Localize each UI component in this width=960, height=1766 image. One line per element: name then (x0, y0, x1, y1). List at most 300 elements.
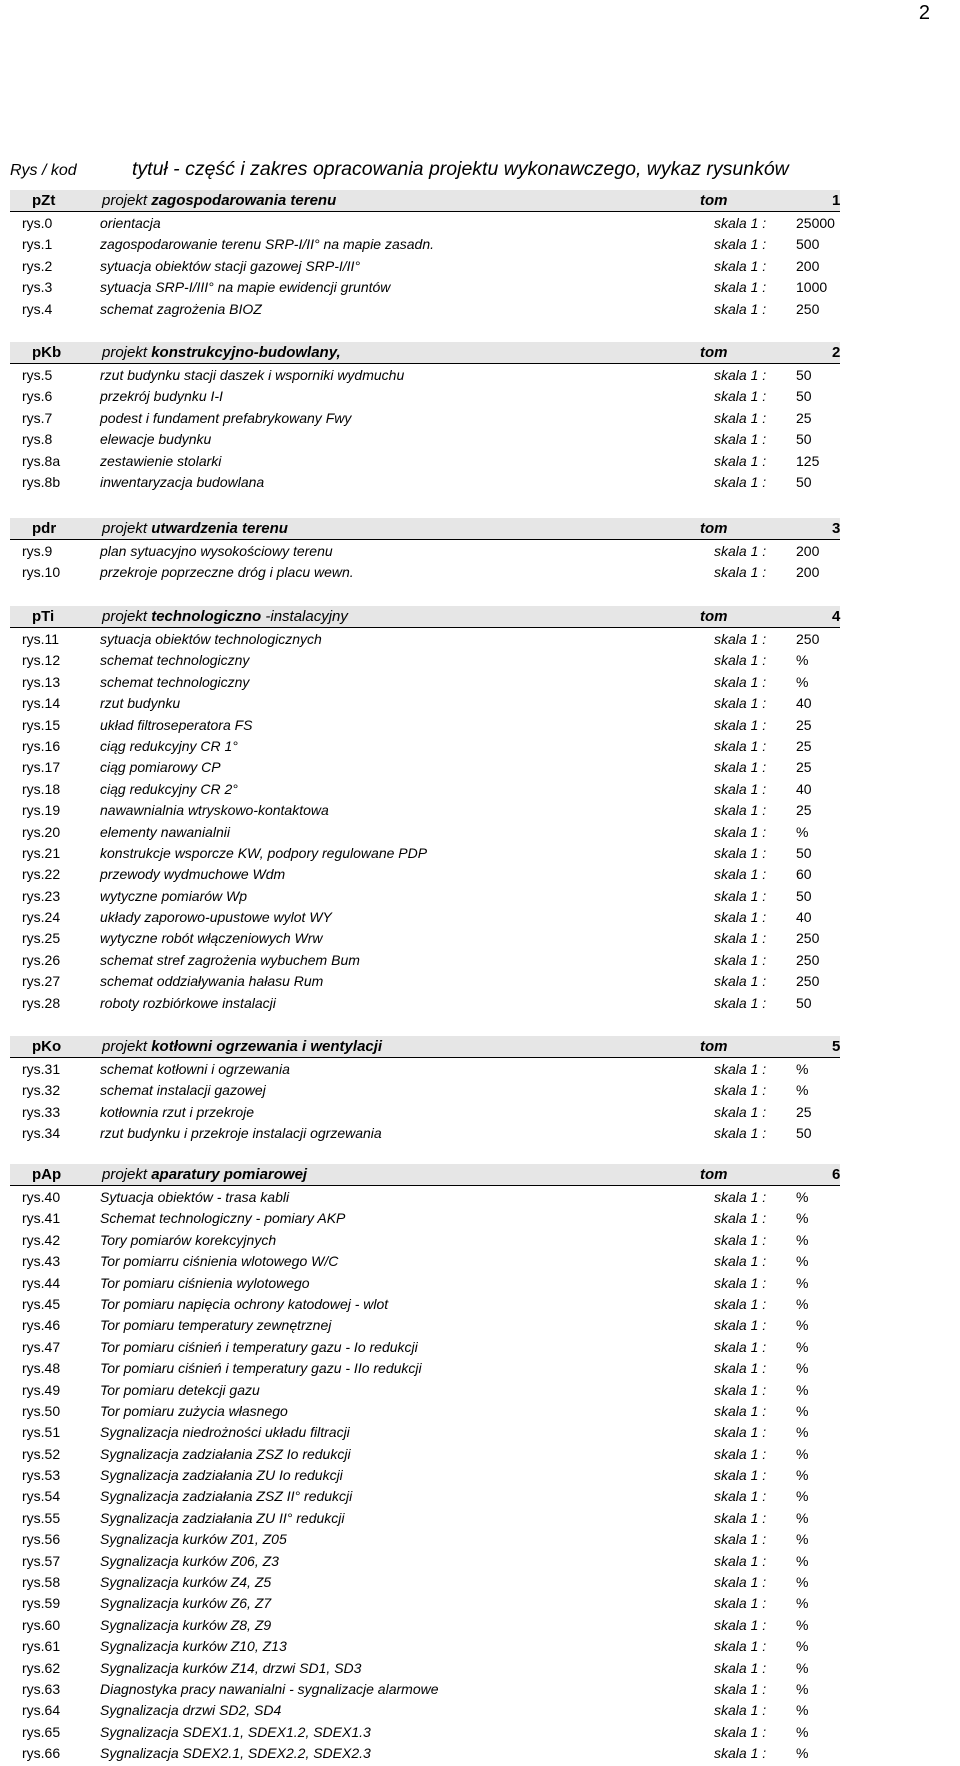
drawing-code: rys.6 (22, 388, 53, 405)
drawing-title: Sygnalizacja zadziałania ZU II° redukcji (100, 1509, 345, 1526)
section-code: pZt (32, 192, 56, 209)
scale-value: 250 (796, 631, 820, 647)
scale-label: skala 1 : (714, 802, 767, 819)
scale-label: skala 1 : (714, 844, 767, 861)
scale-label: skala 1 : (714, 1402, 767, 1419)
table-row (10, 927, 840, 948)
project-prefix: projekt (102, 192, 148, 209)
drawing-code: rys.8 (22, 431, 53, 448)
drawing-title: Tor pomiaru ciśnienia wylotowego (100, 1274, 310, 1291)
table-row (10, 649, 840, 670)
scale-label: skala 1 : (714, 1424, 767, 1441)
table-row (10, 1079, 840, 1100)
section-project (102, 344, 341, 361)
scale-value: 250 (796, 930, 820, 947)
drawing-title: Diagnostyka pracy nawanialni - sygnalizacje alarmowe (100, 1680, 439, 1697)
scale-value: 50 (796, 1125, 812, 1142)
drawing-title: rzut budynku i przekroje instalacji ogrzewania (100, 1125, 382, 1142)
drawing-code: rys.26 (22, 951, 61, 968)
scale-value: 40 (796, 909, 812, 926)
drawing-code: rys.24 (22, 909, 61, 926)
drawing-title: ciąg redukcyjny CR 2° (100, 780, 238, 797)
table-row (10, 992, 840, 1013)
scale-value: % (796, 1210, 809, 1227)
drawing-code: rys.55 (22, 1509, 61, 1526)
scale-value: % (796, 652, 809, 669)
drawing-code: rys.7 (22, 409, 53, 426)
drawing-code: rys.43 (22, 1253, 61, 1270)
drawing-code: rys.54 (22, 1488, 61, 1505)
section-code: pKo (32, 1038, 62, 1055)
drawing-code: rys.16 (22, 737, 61, 754)
drawing-title: przekroje poprzeczne dróg i placu wewn. (100, 564, 354, 581)
scale-value: 25000 (796, 215, 835, 231)
table-row (10, 628, 840, 649)
scale-value: 200 (796, 564, 820, 581)
table-row (10, 1122, 840, 1143)
section-pko (10, 1036, 840, 1144)
drawing-title: Sygnalizacja niedrożności układu filtracji (100, 1424, 350, 1441)
table-row (10, 1550, 840, 1571)
drawing-code: rys.21 (22, 844, 61, 861)
scale-label: skala 1 : (714, 279, 767, 296)
section-pkb (10, 342, 840, 492)
scale-label: skala 1 : (714, 951, 767, 968)
drawing-code: rys.52 (22, 1445, 61, 1462)
tom-label: tom (700, 520, 728, 537)
scale-label: skala 1 : (714, 887, 767, 904)
scale-label: skala 1 : (714, 1061, 767, 1077)
tom-label: tom (700, 344, 728, 361)
drawing-code: rys.10 (22, 564, 61, 581)
table-row (10, 1678, 840, 1699)
drawing-code: rys.50 (22, 1402, 61, 1419)
table-row (10, 298, 840, 319)
scale-value: % (796, 1253, 809, 1270)
drawing-code: rys.57 (22, 1552, 61, 1569)
drawing-title: Sygnalizacja zadziałania ZSZ II° redukcji (100, 1488, 353, 1505)
tom-label: tom (700, 192, 728, 209)
scale-label: skala 1 : (714, 1595, 767, 1612)
scale-value: 125 (796, 452, 820, 469)
drawing-title: schemat kotłowni i ogrzewania (100, 1061, 290, 1077)
scale-value: % (796, 1274, 809, 1291)
table-row (10, 799, 840, 820)
drawing-title: konstrukcje wsporcze KW, podpory regulowane PDP (100, 844, 428, 861)
drawing-code: rys.4 (22, 300, 53, 317)
scale-value: % (796, 1745, 809, 1762)
document-title: tytuł - część i zakres opracowania projektu wykonawczego, wykaz rysunków (132, 158, 789, 180)
scale-label: skala 1 : (714, 780, 767, 797)
scale-label: skala 1 : (714, 1467, 767, 1484)
scale-label: skala 1 : (714, 1189, 767, 1205)
scale-label: skala 1 : (714, 1445, 767, 1462)
table-row (10, 885, 840, 906)
drawing-title: układy zaporowo-upustowe wylot WY (100, 909, 332, 926)
drawing-code: rys.11 (22, 631, 60, 647)
drawing-title: schemat oddziaływania hałasu Rum (100, 973, 324, 990)
scale-value: % (796, 1723, 809, 1740)
drawing-code: rys.58 (22, 1574, 61, 1591)
scale-label: skala 1 : (714, 1509, 767, 1526)
drawing-code: rys.41 (22, 1210, 61, 1227)
table-row (10, 863, 840, 884)
drawing-title: ciąg redukcyjny CR 1° (100, 737, 238, 754)
scale-label: skala 1 : (714, 1360, 767, 1377)
scale-label: skala 1 : (714, 452, 767, 469)
section-project (102, 192, 336, 209)
drawing-code: rys.19 (22, 802, 61, 819)
table-row (10, 949, 840, 970)
scale-value: % (796, 1424, 809, 1441)
section-project (102, 1166, 307, 1183)
drawing-code: rys.34 (22, 1125, 61, 1142)
drawing-title: kotłownia rzut i przekroje (100, 1103, 255, 1120)
section-pap (10, 1164, 840, 1764)
code-column-label: Rys / kod (10, 162, 77, 179)
drawing-code: rys.5 (22, 367, 53, 383)
scale-label: skala 1 : (714, 1531, 767, 1548)
scale-value: % (796, 1381, 809, 1398)
drawing-title: Sygnalizacja kurków Z14, drzwi SD1, SD3 (100, 1659, 362, 1676)
scale-label: skala 1 : (714, 994, 767, 1011)
scale-value: 25 (796, 716, 812, 733)
scale-value: % (796, 1061, 809, 1077)
drawing-title: wytyczne robót włączeniowych Wrw (100, 930, 323, 947)
drawing-title: Tor pomiaru ciśnień i temperatury gazu - IIo redukcji (100, 1360, 422, 1377)
scale-label: skala 1 : (714, 1274, 767, 1291)
scale-value: 40 (796, 695, 812, 712)
project-name: utwardzenia terenu (151, 520, 288, 537)
scale-value: % (796, 1082, 809, 1099)
section-project (102, 520, 288, 537)
project-suffix: -instalacyjny (265, 608, 348, 625)
tom-number: 1 (832, 192, 841, 209)
table-row (10, 1186, 840, 1207)
table-row (10, 1592, 840, 1613)
table-row (10, 1657, 840, 1678)
drawing-code: rys.46 (22, 1317, 61, 1334)
project-prefix: projekt (102, 608, 148, 625)
table-row (10, 1272, 840, 1293)
table-row (10, 1250, 840, 1271)
drawing-code: rys.15 (22, 716, 61, 733)
scale-label: skala 1 : (714, 695, 767, 712)
drawing-title: zagospodarowanie terenu SRP-I/II° na mapie zasadn. (100, 236, 435, 253)
table-row (10, 1400, 840, 1421)
table-row (10, 970, 840, 991)
scale-label: skala 1 : (714, 1253, 767, 1270)
scale-label: skala 1 : (714, 1723, 767, 1740)
drawing-title: Tor pomiaru ciśnień i temperatury gazu - Io redukcji (100, 1338, 418, 1355)
table-row (10, 1443, 840, 1464)
scale-value: 25 (796, 737, 812, 754)
table-row (10, 1293, 840, 1314)
table-row (10, 276, 840, 297)
table-row (10, 1485, 840, 1506)
drawing-title: schemat zagrożenia BIOZ (100, 300, 262, 317)
project-prefix: projekt (102, 1038, 148, 1055)
drawing-code: rys.51 (22, 1424, 61, 1441)
scale-label: skala 1 : (714, 300, 767, 317)
scale-value: 25 (796, 759, 812, 776)
scale-value: 40 (796, 780, 812, 797)
drawing-title: Sygnalizacja kurków Z10, Z13 (100, 1638, 287, 1655)
scale-label: skala 1 : (714, 1317, 767, 1334)
table-row (10, 233, 840, 254)
scale-label: skala 1 : (714, 1638, 767, 1655)
drawing-title: Tor pomiarru ciśnienia wlotowego W/C (100, 1253, 339, 1270)
table-row (10, 1614, 840, 1635)
scale-label: skala 1 : (714, 1680, 767, 1697)
scale-value: % (796, 1680, 809, 1697)
drawing-title: Tor pomiaru temperatury zewnętrznej (100, 1317, 332, 1334)
drawing-title: Sygnalizacja drzwi SD2, SD4 (100, 1702, 282, 1719)
table-row (10, 1571, 840, 1592)
scale-value: % (796, 1189, 809, 1205)
scale-value: % (796, 1574, 809, 1591)
table-row (10, 692, 840, 713)
scale-label: skala 1 : (714, 473, 767, 490)
drawing-title: przewody wydmuchowe Wdm (100, 866, 286, 883)
scale-value: % (796, 1360, 809, 1377)
scale-label: skala 1 : (714, 737, 767, 754)
project-name: technologiczno (151, 608, 262, 625)
table-row (10, 821, 840, 842)
drawing-title: ciąg pomiarowy CP (100, 759, 221, 776)
drawing-title: schemat stref zagrożenia wybuchem Bum (100, 951, 360, 968)
table-row (10, 428, 840, 449)
drawing-title: zestawienie stolarki (100, 452, 222, 469)
drawing-title: Schemat technologiczny - pomiary AKP (100, 1210, 346, 1227)
drawing-title: schemat technologiczny (100, 673, 250, 690)
drawing-code: rys.20 (22, 823, 61, 840)
drawing-code: rys.3 (22, 279, 53, 296)
scale-label: skala 1 : (714, 543, 767, 559)
scale-value: % (796, 1702, 809, 1719)
scale-value: 250 (796, 300, 820, 317)
table-row (10, 714, 840, 735)
table-row (10, 1464, 840, 1485)
tom-label: tom (700, 608, 728, 625)
section-project (102, 608, 348, 625)
drawing-title: Sygnalizacja kurków Z4, Z5 (100, 1574, 272, 1591)
scale-label: skala 1 : (714, 1125, 767, 1142)
drawing-code: rys.44 (22, 1274, 61, 1291)
scale-value: % (796, 1509, 809, 1526)
section-header (10, 1036, 840, 1058)
scale-value: 25 (796, 1103, 812, 1120)
table-row (10, 561, 840, 582)
drawing-title: rzut budynku stacji daszek i wsporniki wydmuchu (100, 367, 405, 383)
drawing-code: rys.53 (22, 1467, 61, 1484)
scale-value: % (796, 1638, 809, 1655)
scale-value: 50 (796, 431, 812, 448)
table-row (10, 1336, 840, 1357)
table-row (10, 756, 840, 777)
drawing-code: rys.56 (22, 1531, 61, 1548)
drawing-code: rys.48 (22, 1360, 61, 1377)
drawing-code: rys.47 (22, 1338, 61, 1355)
project-name: aparatury pomiarowej (151, 1166, 308, 1183)
drawing-code: rys.17 (22, 759, 61, 776)
scale-label: skala 1 : (714, 1381, 767, 1398)
section-project (102, 1038, 382, 1055)
scale-value: % (796, 1445, 809, 1462)
drawing-code: rys.0 (22, 215, 53, 231)
drawing-code: rys.23 (22, 887, 61, 904)
drawing-code: rys.45 (22, 1295, 61, 1312)
section-header (10, 518, 840, 540)
scale-value: 50 (796, 473, 812, 490)
table-row (10, 255, 840, 276)
table-row (10, 1207, 840, 1228)
document-header (10, 158, 840, 184)
table-row (10, 1742, 840, 1763)
scale-value: % (796, 1295, 809, 1312)
table-row (10, 1058, 840, 1079)
scale-value: % (796, 1595, 809, 1612)
drawing-title: rzut budynku (100, 695, 181, 712)
drawing-title: plan sytuacyjno wysokościowy terenu (100, 543, 333, 559)
scale-label: skala 1 : (714, 215, 767, 231)
scale-value: 50 (796, 388, 812, 405)
drawing-title: podest i fundament prefabrykowany Fwy (100, 409, 352, 426)
drawing-code: rys.31 (22, 1061, 61, 1077)
scale-value: 50 (796, 887, 812, 904)
tom-number: 4 (832, 608, 841, 625)
table-row (10, 471, 840, 492)
scale-label: skala 1 : (714, 930, 767, 947)
drawing-title: układ filtroseperatora FS (100, 716, 253, 733)
drawing-title: nawawnialnia wtryskowo-kontaktowa (100, 802, 329, 819)
drawing-title: elewacje budynku (100, 431, 212, 448)
drawing-title: Sygnalizacja kurków Z8, Z9 (100, 1616, 272, 1633)
drawing-title: Sygnalizacja kurków Z01, Z05 (100, 1531, 287, 1548)
scale-label: skala 1 : (714, 673, 767, 690)
table-row (10, 364, 840, 385)
scale-value: % (796, 1488, 809, 1505)
section-code: pKb (32, 344, 62, 361)
table-row (10, 906, 840, 927)
scale-label: skala 1 : (714, 1552, 767, 1569)
scale-value: % (796, 673, 809, 690)
table-row (10, 1229, 840, 1250)
drawing-title: elementy nawanialnii (100, 823, 230, 840)
drawing-code: rys.1 (22, 236, 53, 253)
scale-value: % (796, 1338, 809, 1355)
drawing-code: rys.42 (22, 1231, 61, 1248)
table-row (10, 1379, 840, 1400)
scale-label: skala 1 : (714, 866, 767, 883)
scale-label: skala 1 : (714, 409, 767, 426)
project-name: kotłowni ogrzewania i wentylacji (151, 1038, 383, 1055)
drawing-code: rys.60 (22, 1616, 61, 1633)
drawing-code: rys.49 (22, 1381, 61, 1398)
section-code: pdr (32, 520, 57, 537)
scale-value: % (796, 1659, 809, 1676)
drawing-title: sytuacja SRP-I/III° na mapie ewidencji gruntów (100, 279, 391, 296)
drawing-code: rys.59 (22, 1595, 61, 1612)
tom-number: 2 (832, 344, 841, 361)
drawing-code: rys.61 (22, 1638, 61, 1655)
scale-label: skala 1 : (714, 1210, 767, 1227)
drawing-code: rys.33 (22, 1103, 61, 1120)
project-prefix: projekt (102, 1166, 148, 1183)
scale-value: 200 (796, 543, 820, 559)
scale-value: % (796, 1231, 809, 1248)
drawing-code: rys.28 (22, 994, 61, 1011)
scale-value: 500 (796, 236, 820, 253)
drawing-title: Sygnalizacja zadziałania ZU Io redukcji (100, 1467, 343, 1484)
drawing-code: rys.66 (22, 1745, 61, 1762)
drawing-title: orientacja (100, 215, 161, 231)
tom-number: 6 (832, 1166, 841, 1183)
drawing-code: rys.8a (22, 452, 61, 469)
drawing-code: rys.65 (22, 1723, 61, 1740)
scale-label: skala 1 : (714, 1574, 767, 1591)
drawing-title: Tor pomiaru zużycia własnego (100, 1402, 288, 1419)
section-header (10, 1164, 840, 1186)
table-row (10, 778, 840, 799)
drawing-title: Sygnalizacja kurków Z6, Z7 (100, 1595, 272, 1612)
scale-label: skala 1 : (714, 1702, 767, 1719)
drawing-code: rys.14 (22, 695, 61, 712)
table-row (10, 1507, 840, 1528)
drawing-code: rys.32 (22, 1082, 61, 1099)
scale-value: 200 (796, 257, 820, 274)
scale-value: % (796, 1616, 809, 1633)
scale-label: skala 1 : (714, 1082, 767, 1099)
drawing-code: rys.27 (22, 973, 61, 990)
scale-value: 50 (796, 994, 812, 1011)
section-header (10, 606, 840, 628)
drawing-title: Sygnalizacja zadziałania ZSZ Io redukcji (100, 1445, 351, 1462)
table-row (10, 1314, 840, 1335)
scale-value: 50 (796, 844, 812, 861)
drawing-code: rys.18 (22, 780, 61, 797)
drawing-title: sytuacja obiektów stacji gazowej SRP-I/II° (100, 257, 361, 274)
drawing-title: schemat technologiczny (100, 652, 250, 669)
page-number: 2 (918, 2, 930, 24)
scale-label: skala 1 : (714, 759, 767, 776)
table-row (10, 1699, 840, 1720)
table-row (10, 671, 840, 692)
scale-label: skala 1 : (714, 367, 767, 383)
scale-value: 50 (796, 367, 812, 383)
section-pti (10, 606, 840, 1013)
scale-label: skala 1 : (714, 1231, 767, 1248)
scale-value: % (796, 1467, 809, 1484)
section-header (10, 190, 840, 212)
tom-label: tom (700, 1166, 728, 1183)
scale-label: skala 1 : (714, 1659, 767, 1676)
section-code: pTi (32, 608, 55, 625)
scale-value: 60 (796, 866, 812, 883)
scale-value: % (796, 1531, 809, 1548)
drawing-code: rys.9 (22, 543, 53, 559)
scale-label: skala 1 : (714, 236, 767, 253)
table-row (10, 450, 840, 471)
table-row (10, 842, 840, 863)
scale-value: % (796, 823, 809, 840)
table-row (10, 735, 840, 756)
scale-label: skala 1 : (714, 564, 767, 581)
table-row (10, 540, 840, 561)
section-header (10, 342, 840, 364)
table-row (10, 1421, 840, 1442)
drawing-title: schemat instalacji gazowej (100, 1082, 266, 1099)
